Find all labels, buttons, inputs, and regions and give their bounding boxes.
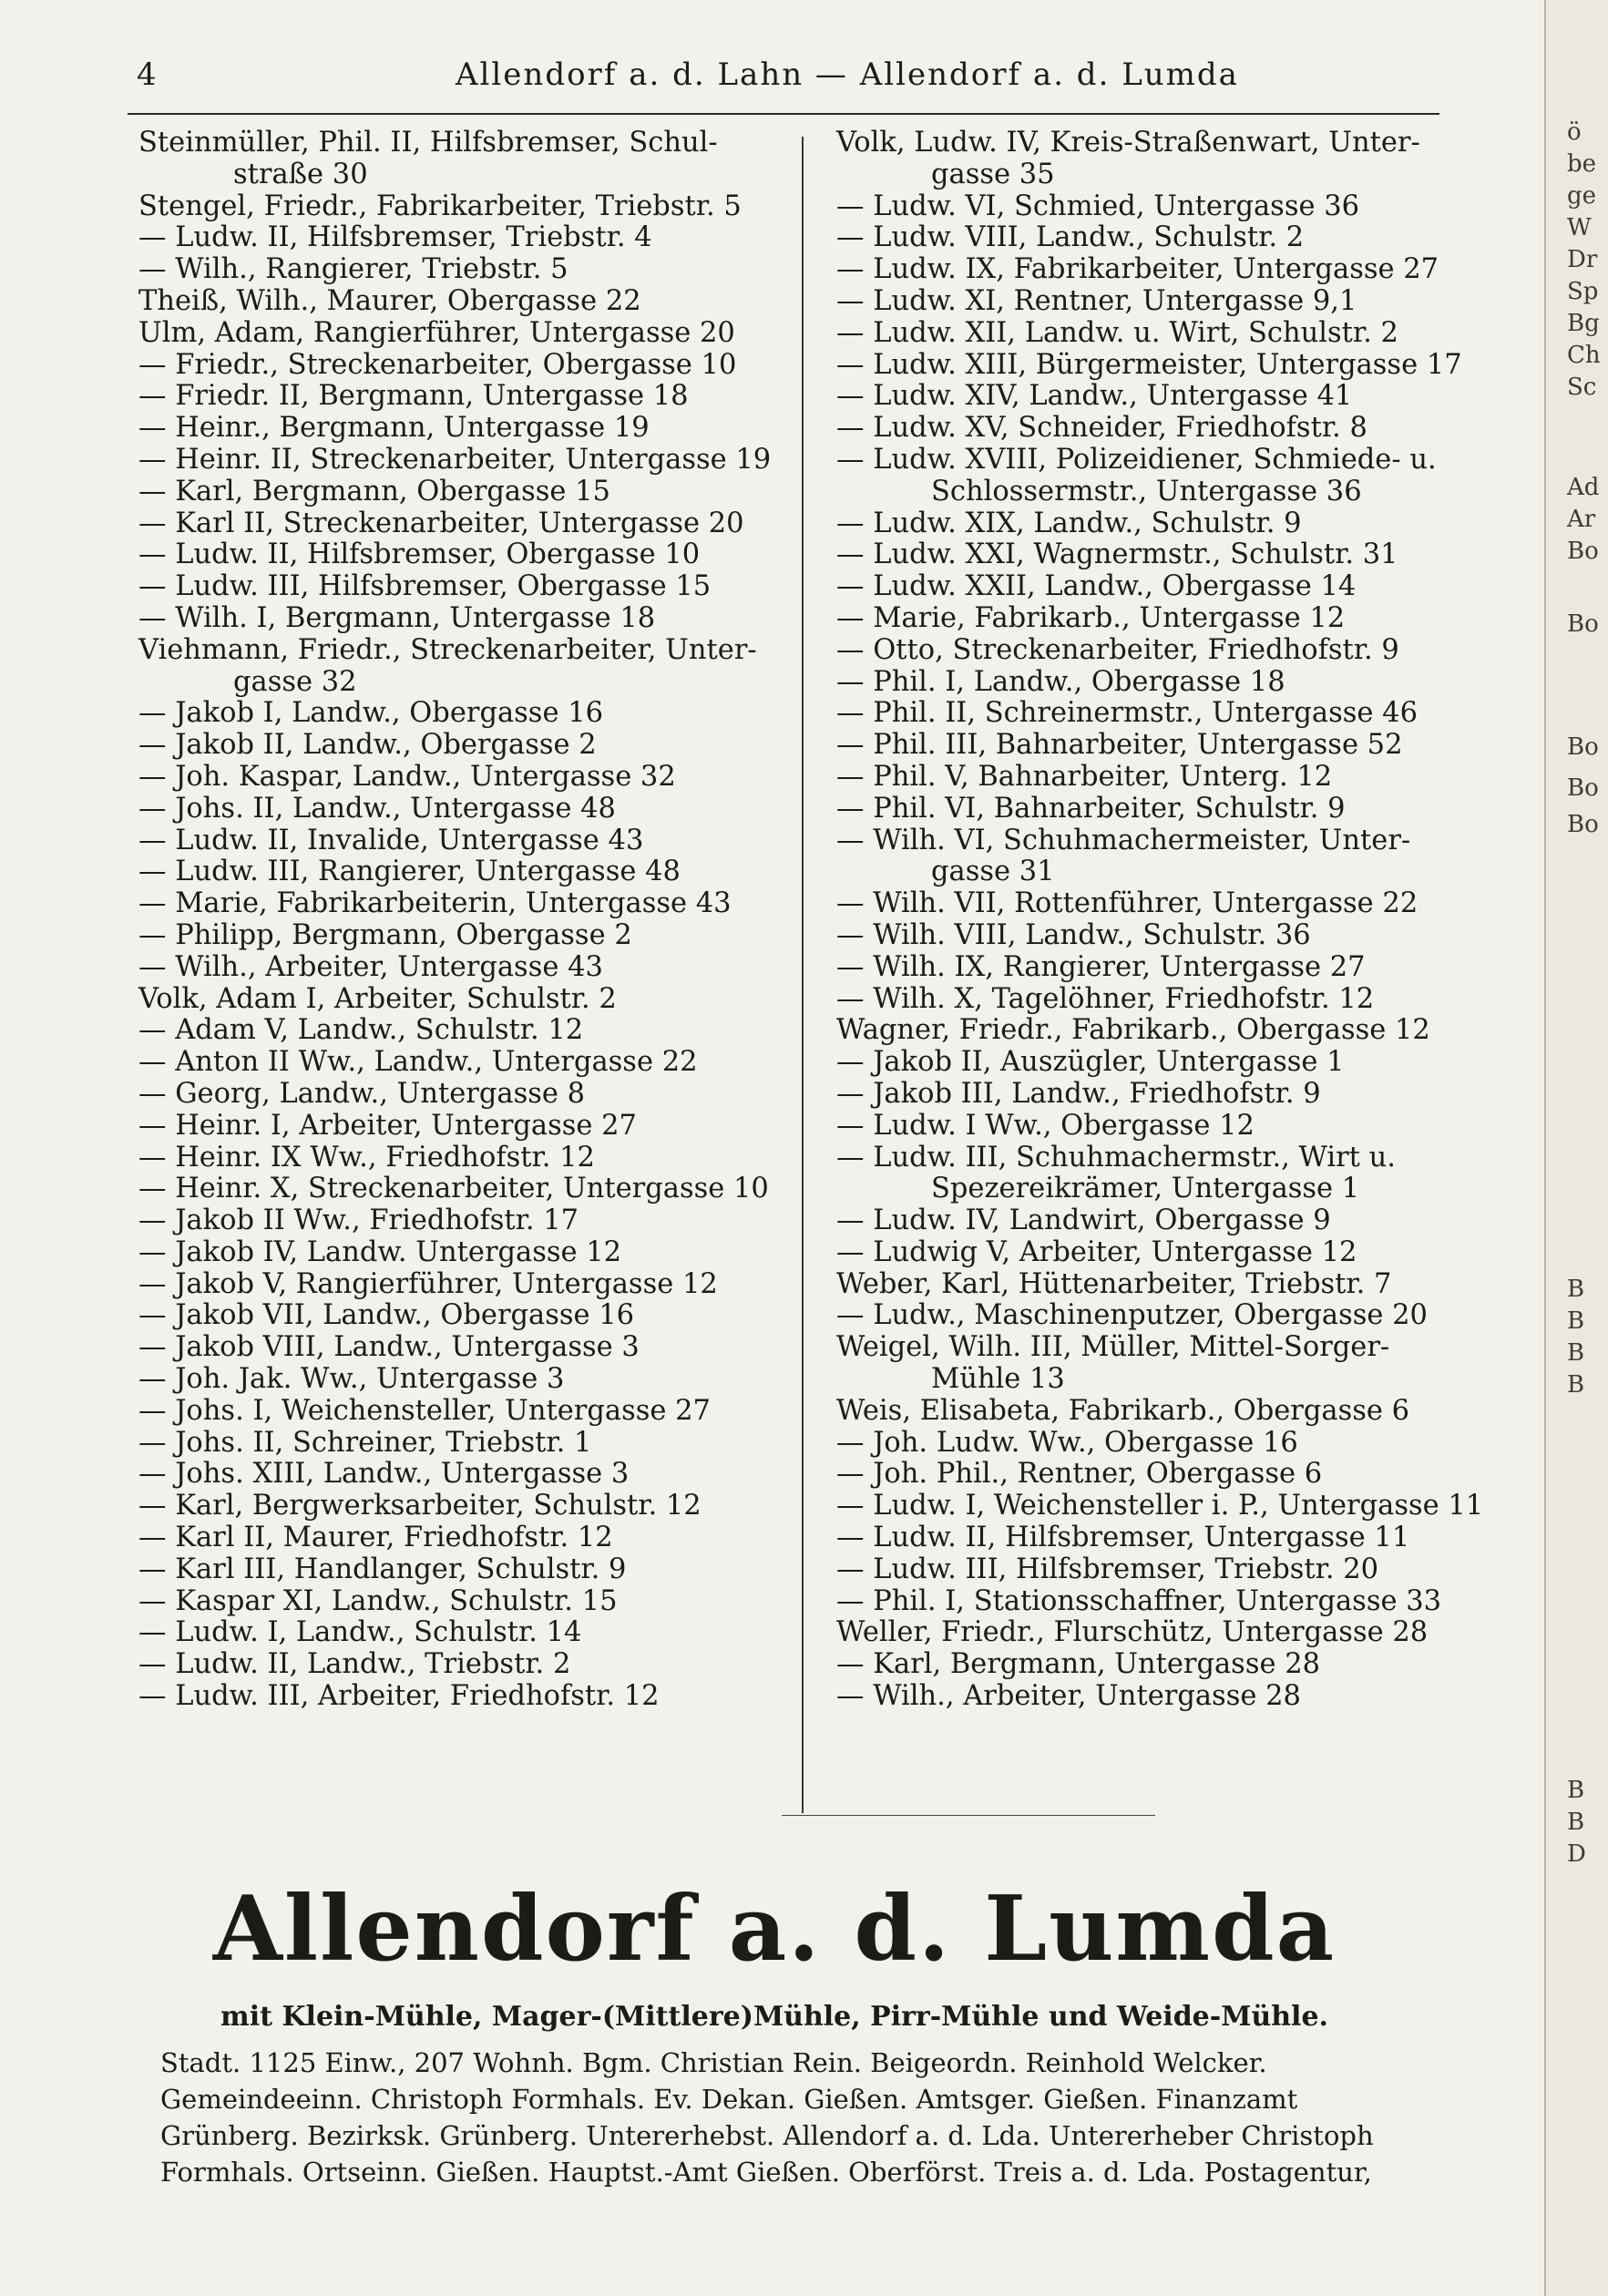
directory-entry: — Ludw. III, Hilfsbremser, Triebstr. 20 — [836, 1553, 1379, 1585]
directory-entry: — Otto, Streckenarbeiter, Friedhofstr. 9 — [836, 633, 1399, 666]
column-divider — [802, 137, 804, 1813]
directory-entry: — Phil. III, Bahnarbeiter, Untergasse 52 — [836, 729, 1403, 762]
margin-fragment: Bo — [1567, 610, 1599, 638]
directory-entry: — Jakob I, Landw., Obergasse 16 — [138, 697, 604, 730]
directory-entry: — Heinr. IX Ww., Friedhofstr. 12 — [138, 1141, 595, 1174]
directory-entry: — Phil. I, Landw., Obergasse 18 — [836, 665, 1285, 698]
right-column — [836, 128, 1538, 1713]
info-line: Formhals. Ortseinn. Gießen. Hauptst.-Amt Gießen. Oberförst. Treis a. d. Lda. Postagentur, — [160, 2157, 1372, 2188]
entry-continuation: Schlossermstr., Untergasse 36 — [931, 475, 1362, 507]
directory-entry: — Wilh. X, Tagelöhner, Friedhofstr. 12 — [836, 982, 1375, 1015]
directory-entry: — Wilh., Arbeiter, Untergasse 43 — [138, 950, 603, 983]
directory-entry: — Joh. Phil., Rentner, Obergasse 6 — [836, 1458, 1323, 1491]
entry-continuation: gasse 32 — [233, 665, 357, 698]
page-number: 4 — [137, 56, 157, 93]
margin-fragment: Dr — [1567, 246, 1598, 273]
directory-entry: — Heinr. I, Arbeiter, Untergasse 27 — [138, 1109, 637, 1142]
entry-continuation: Mühle 13 — [931, 1363, 1065, 1396]
directory-entry: — Karl, Bergmann, Obergasse 15 — [138, 475, 610, 507]
directory-entry: — Ludw. I, Weichensteller i. P., Untergasse 11 — [836, 1490, 1484, 1522]
directory-entry: — Ludw. II, Hilfsbremser, Obergasse 10 — [138, 538, 701, 571]
margin-fragment: Sp — [1567, 278, 1599, 305]
directory-entry: — Philipp, Bergmann, Obergasse 2 — [138, 918, 632, 951]
directory-entry: — Georg, Landw., Untergasse 8 — [138, 1077, 586, 1110]
directory-entry: — Ludw. XV, Schneider, Friedhofstr. 8 — [836, 412, 1367, 445]
directory-entry: Ulm, Adam, Rangierführer, Untergasse 20 — [138, 316, 735, 349]
directory-entry: — Ludw. III, Arbeiter, Friedhofstr. 12 — [138, 1680, 660, 1713]
directory-entry: — Jakob V, Rangierführer, Untergasse 12 — [138, 1267, 718, 1300]
margin-fragment: B — [1567, 1809, 1585, 1836]
margin-fragment: B — [1567, 1371, 1585, 1399]
directory-entry: — Johs. II, Schreiner, Triebstr. 1 — [138, 1426, 592, 1459]
running-title: Allendorf a. d. Lahn — Allendorf a. d. Lumda — [456, 56, 1239, 93]
directory-entry: — Karl, Bergmann, Untergasse 28 — [836, 1648, 1321, 1681]
directory-entry: — Wilh. VI, Schuhmachermeister, Unter- — [836, 824, 1411, 856]
directory-entry: — Ludw. II, Landw., Triebstr. 2 — [138, 1648, 571, 1681]
directory-entry: Weber, Karl, Hüttenarbeiter, Triebstr. 7 — [836, 1267, 1392, 1300]
directory-entry: — Wilh., Rangierer, Triebstr. 5 — [138, 253, 568, 286]
directory-entry: — Johs. II, Landw., Untergasse 48 — [138, 792, 616, 825]
directory-entry: — Ludw. III, Rangierer, Untergasse 48 — [138, 856, 681, 888]
directory-entry: — Ludw. XII, Landw. u. Wirt, Schulstr. 2 — [836, 316, 1398, 349]
directory-entry: Stengel, Friedr., Fabrikarbeiter, Triebstr. 5 — [138, 190, 742, 222]
margin-fragment: be — [1567, 150, 1597, 178]
entry-continuation: Spezereikrämer, Untergasse 1 — [931, 1173, 1360, 1205]
margin-fragment: B — [1567, 1307, 1585, 1335]
directory-entry: Theiß, Wilh., Maurer, Obergasse 22 — [138, 284, 641, 317]
directory-entry: — Ludw. VI, Schmied, Untergasse 36 — [836, 190, 1360, 222]
directory-entry: — Ludw. XIII, Bürgermeister, Untergasse 17 — [836, 348, 1462, 381]
directory-entry: — Ludw. IX, Fabrikarbeiter, Untergasse 27 — [836, 253, 1439, 286]
section-rule — [782, 1815, 1155, 1816]
directory-entry: — Jakob II, Auszügler, Untergasse 1 — [836, 1046, 1345, 1079]
directory-entry: — Wilh. IX, Rangierer, Untergasse 27 — [836, 950, 1366, 983]
directory-entry: — Karl II, Maurer, Friedhofstr. 12 — [138, 1522, 613, 1554]
directory-entry: Weis, Elisabeta, Fabrikarb., Obergasse 6 — [836, 1394, 1410, 1427]
directory-entry: — Jakob II Ww., Friedhofstr. 17 — [138, 1204, 579, 1237]
directory-entry: — Johs. I, Weichensteller, Untergasse 27 — [138, 1394, 711, 1427]
directory-entry: — Friedr. II, Bergmann, Untergasse 18 — [138, 380, 689, 413]
info-line: Stadt. 1125 Einw., 207 Wohnh. Bgm. Christian Rein. Beigeordn. Reinhold Welcker. — [160, 2047, 1267, 2078]
margin-fragment: Ad — [1567, 474, 1600, 501]
directory-entry: Weller, Friedr., Flurschütz, Untergasse 28 — [836, 1616, 1429, 1649]
directory-entry: — Marie, Fabrikarbeiterin, Untergasse 43 — [138, 887, 732, 920]
directory-entry: — Friedr., Streckenarbeiter, Obergasse 10 — [138, 348, 737, 381]
directory-entry: Steinmüller, Phil. II, Hilfsbremser, Schul- — [138, 127, 718, 159]
directory-entry: — Jakob II, Landw., Obergasse 2 — [138, 729, 597, 762]
directory-entry: — Ludw. IV, Landwirt, Obergasse 9 — [836, 1204, 1331, 1237]
margin-fragment: B — [1567, 1777, 1585, 1804]
margin-fragment: Bo — [1567, 774, 1599, 802]
directory-entry: — Johs. XIII, Landw., Untergasse 3 — [138, 1458, 630, 1491]
directory-entry: — Wilh. VII, Rottenführer, Untergasse 22 — [836, 887, 1419, 920]
directory-entry: — Karl II, Streckenarbeiter, Untergasse 20 — [138, 507, 744, 539]
directory-entry: — Karl III, Handlanger, Schulstr. 9 — [138, 1553, 627, 1585]
directory-entry: — Ludw. II, Hilfsbremser, Untergasse 11 — [836, 1522, 1410, 1554]
directory-entry: — Ludw. XIV, Landw., Untergasse 41 — [836, 380, 1353, 413]
directory-entry: — Anton II Ww., Landw., Untergasse 22 — [138, 1046, 698, 1079]
place-subtitle: mit Klein-Mühle, Mager-(Mittlere)Mühle, Pirr-Mühle und Weide-Mühle. — [220, 2001, 1328, 2033]
directory-entry: — Marie, Fabrikarb., Untergasse 12 — [836, 601, 1346, 634]
margin-fragment: B — [1567, 1339, 1585, 1367]
directory-entry: Wagner, Friedr., Fabrikarb., Obergasse 12 — [836, 1014, 1430, 1047]
entry-continuation: straße 30 — [233, 158, 368, 190]
margin-fragment: Ar — [1567, 506, 1596, 533]
directory-entry: — Ludw. I Ww., Obergasse 12 — [836, 1109, 1255, 1142]
directory-entry: — Adam V, Landw., Schulstr. 12 — [138, 1014, 584, 1047]
directory-entry: — Ludw. II, Invalide, Untergasse 43 — [138, 824, 644, 856]
left-column — [138, 128, 793, 1713]
directory-entry: — Jakob IV, Landw. Untergasse 12 — [138, 1235, 622, 1268]
directory-entry: — Joh. Jak. Ww., Untergasse 3 — [138, 1363, 565, 1396]
margin-fragment: ge — [1567, 182, 1597, 210]
directory-entry: — Kaspar XI, Landw., Schulstr. 15 — [138, 1584, 618, 1617]
margin-fragment: Bo — [1567, 811, 1599, 838]
directory-entry: — Jakob VIII, Landw., Untergasse 3 — [138, 1331, 640, 1364]
directory-entry: — Wilh., Arbeiter, Untergasse 28 — [836, 1680, 1301, 1713]
directory-entry: — Ludwig V, Arbeiter, Untergasse 12 — [836, 1235, 1357, 1268]
directory-entry: — Heinr., Bergmann, Untergasse 19 — [138, 412, 650, 445]
directory-entry: — Jakob III, Landw., Friedhofstr. 9 — [836, 1077, 1321, 1110]
directory-entry: Volk, Ludw. IV, Kreis-Straßenwart, Unter- — [836, 127, 1420, 159]
info-line: Gemeindeeinn. Christoph Formhals. Ev. Dekan. Gießen. Amtsger. Gießen. Finanzamt — [160, 2084, 1298, 2115]
directory-entry: Volk, Adam I, Arbeiter, Schulstr. 2 — [138, 982, 617, 1015]
margin-fragment: Bo — [1567, 538, 1599, 565]
info-line: Grünberg. Bezirksk. Grünberg. Untererhebst. Allendorf a. d. Lda. Untererheber Christoph — [160, 2120, 1374, 2151]
directory-entry: — Ludw. VIII, Landw., Schulstr. 2 — [836, 221, 1305, 254]
margin-fragment: B — [1567, 1276, 1585, 1303]
header-rule — [128, 113, 1439, 115]
directory-entry: — Ludw. XIX, Landw., Schulstr. 9 — [836, 507, 1302, 539]
margin-fragment: D — [1567, 1840, 1586, 1868]
margin-fragment: Bo — [1567, 733, 1599, 761]
directory-entry: — Ludw. XVIII, Polizeidiener, Schmiede- u. — [836, 443, 1437, 476]
directory-entry: — Heinr. X, Streckenarbeiter, Untergasse 10 — [138, 1173, 769, 1205]
directory-entry: — Ludw. III, Schuhmachermstr., Wirt u. — [836, 1141, 1396, 1174]
directory-entry: — Ludw., Maschinenputzer, Obergasse 20 — [836, 1299, 1428, 1332]
directory-entry: — Phil. V, Bahnarbeiter, Unterg. 12 — [836, 760, 1333, 793]
margin-fragment: Bg — [1567, 310, 1600, 337]
directory-entry: — Ludw. III, Hilfsbremser, Obergasse 15 — [138, 570, 712, 603]
margin-fragment: Ch — [1567, 342, 1601, 369]
directory-entry: — Ludw. I, Landw., Schulstr. 14 — [138, 1616, 582, 1649]
directory-entry: Weigel, Wilh. III, Müller, Mittel-Sorger- — [836, 1331, 1390, 1364]
entry-continuation: gasse 35 — [931, 158, 1055, 190]
directory-entry: — Jakob VII, Landw., Obergasse 16 — [138, 1299, 635, 1332]
directory-entry: — Ludw. XXII, Landw., Obergasse 14 — [836, 570, 1357, 603]
margin-fragment: ö — [1567, 118, 1582, 146]
directory-entry: — Ludw. XXI, Wagnermstr., Schulstr. 31 — [836, 538, 1398, 571]
directory-entry: — Ludw. XI, Rentner, Untergasse 9,1 — [836, 284, 1357, 317]
directory-entry: — Karl, Bergwerksarbeiter, Schulstr. 12 — [138, 1490, 702, 1522]
directory-entry: — Wilh. I, Bergmann, Untergasse 18 — [138, 601, 656, 634]
directory-entry: — Heinr. II, Streckenarbeiter, Untergasse 19 — [138, 443, 772, 476]
directory-entry: — Phil. I, Stationsschaffner, Untergasse 33 — [836, 1584, 1442, 1617]
directory-entry: — Phil. II, Schreinermstr., Untergasse 46 — [836, 697, 1418, 730]
entry-continuation: gasse 31 — [931, 856, 1055, 888]
directory-entry: Viehmann, Friedr., Streckenarbeiter, Unter- — [138, 633, 757, 666]
directory-entry: — Ludw. II, Hilfsbremser, Triebstr. 4 — [138, 221, 652, 254]
place-title: Allendorf a. d. Lumda — [212, 1877, 1337, 1982]
directory-entry: — Joh. Ludw. Ww., Obergasse 16 — [836, 1426, 1298, 1459]
directory-entry: — Wilh. VIII, Landw., Schulstr. 36 — [836, 918, 1311, 951]
place-info — [160, 2045, 1527, 2190]
directory-entry: — Joh. Kaspar, Landw., Untergasse 32 — [138, 760, 676, 793]
margin-fragment: Sc — [1567, 374, 1597, 401]
directory-entry: — Phil. VI, Bahnarbeiter, Schulstr. 9 — [836, 792, 1346, 825]
margin-fragment: W — [1567, 214, 1592, 241]
